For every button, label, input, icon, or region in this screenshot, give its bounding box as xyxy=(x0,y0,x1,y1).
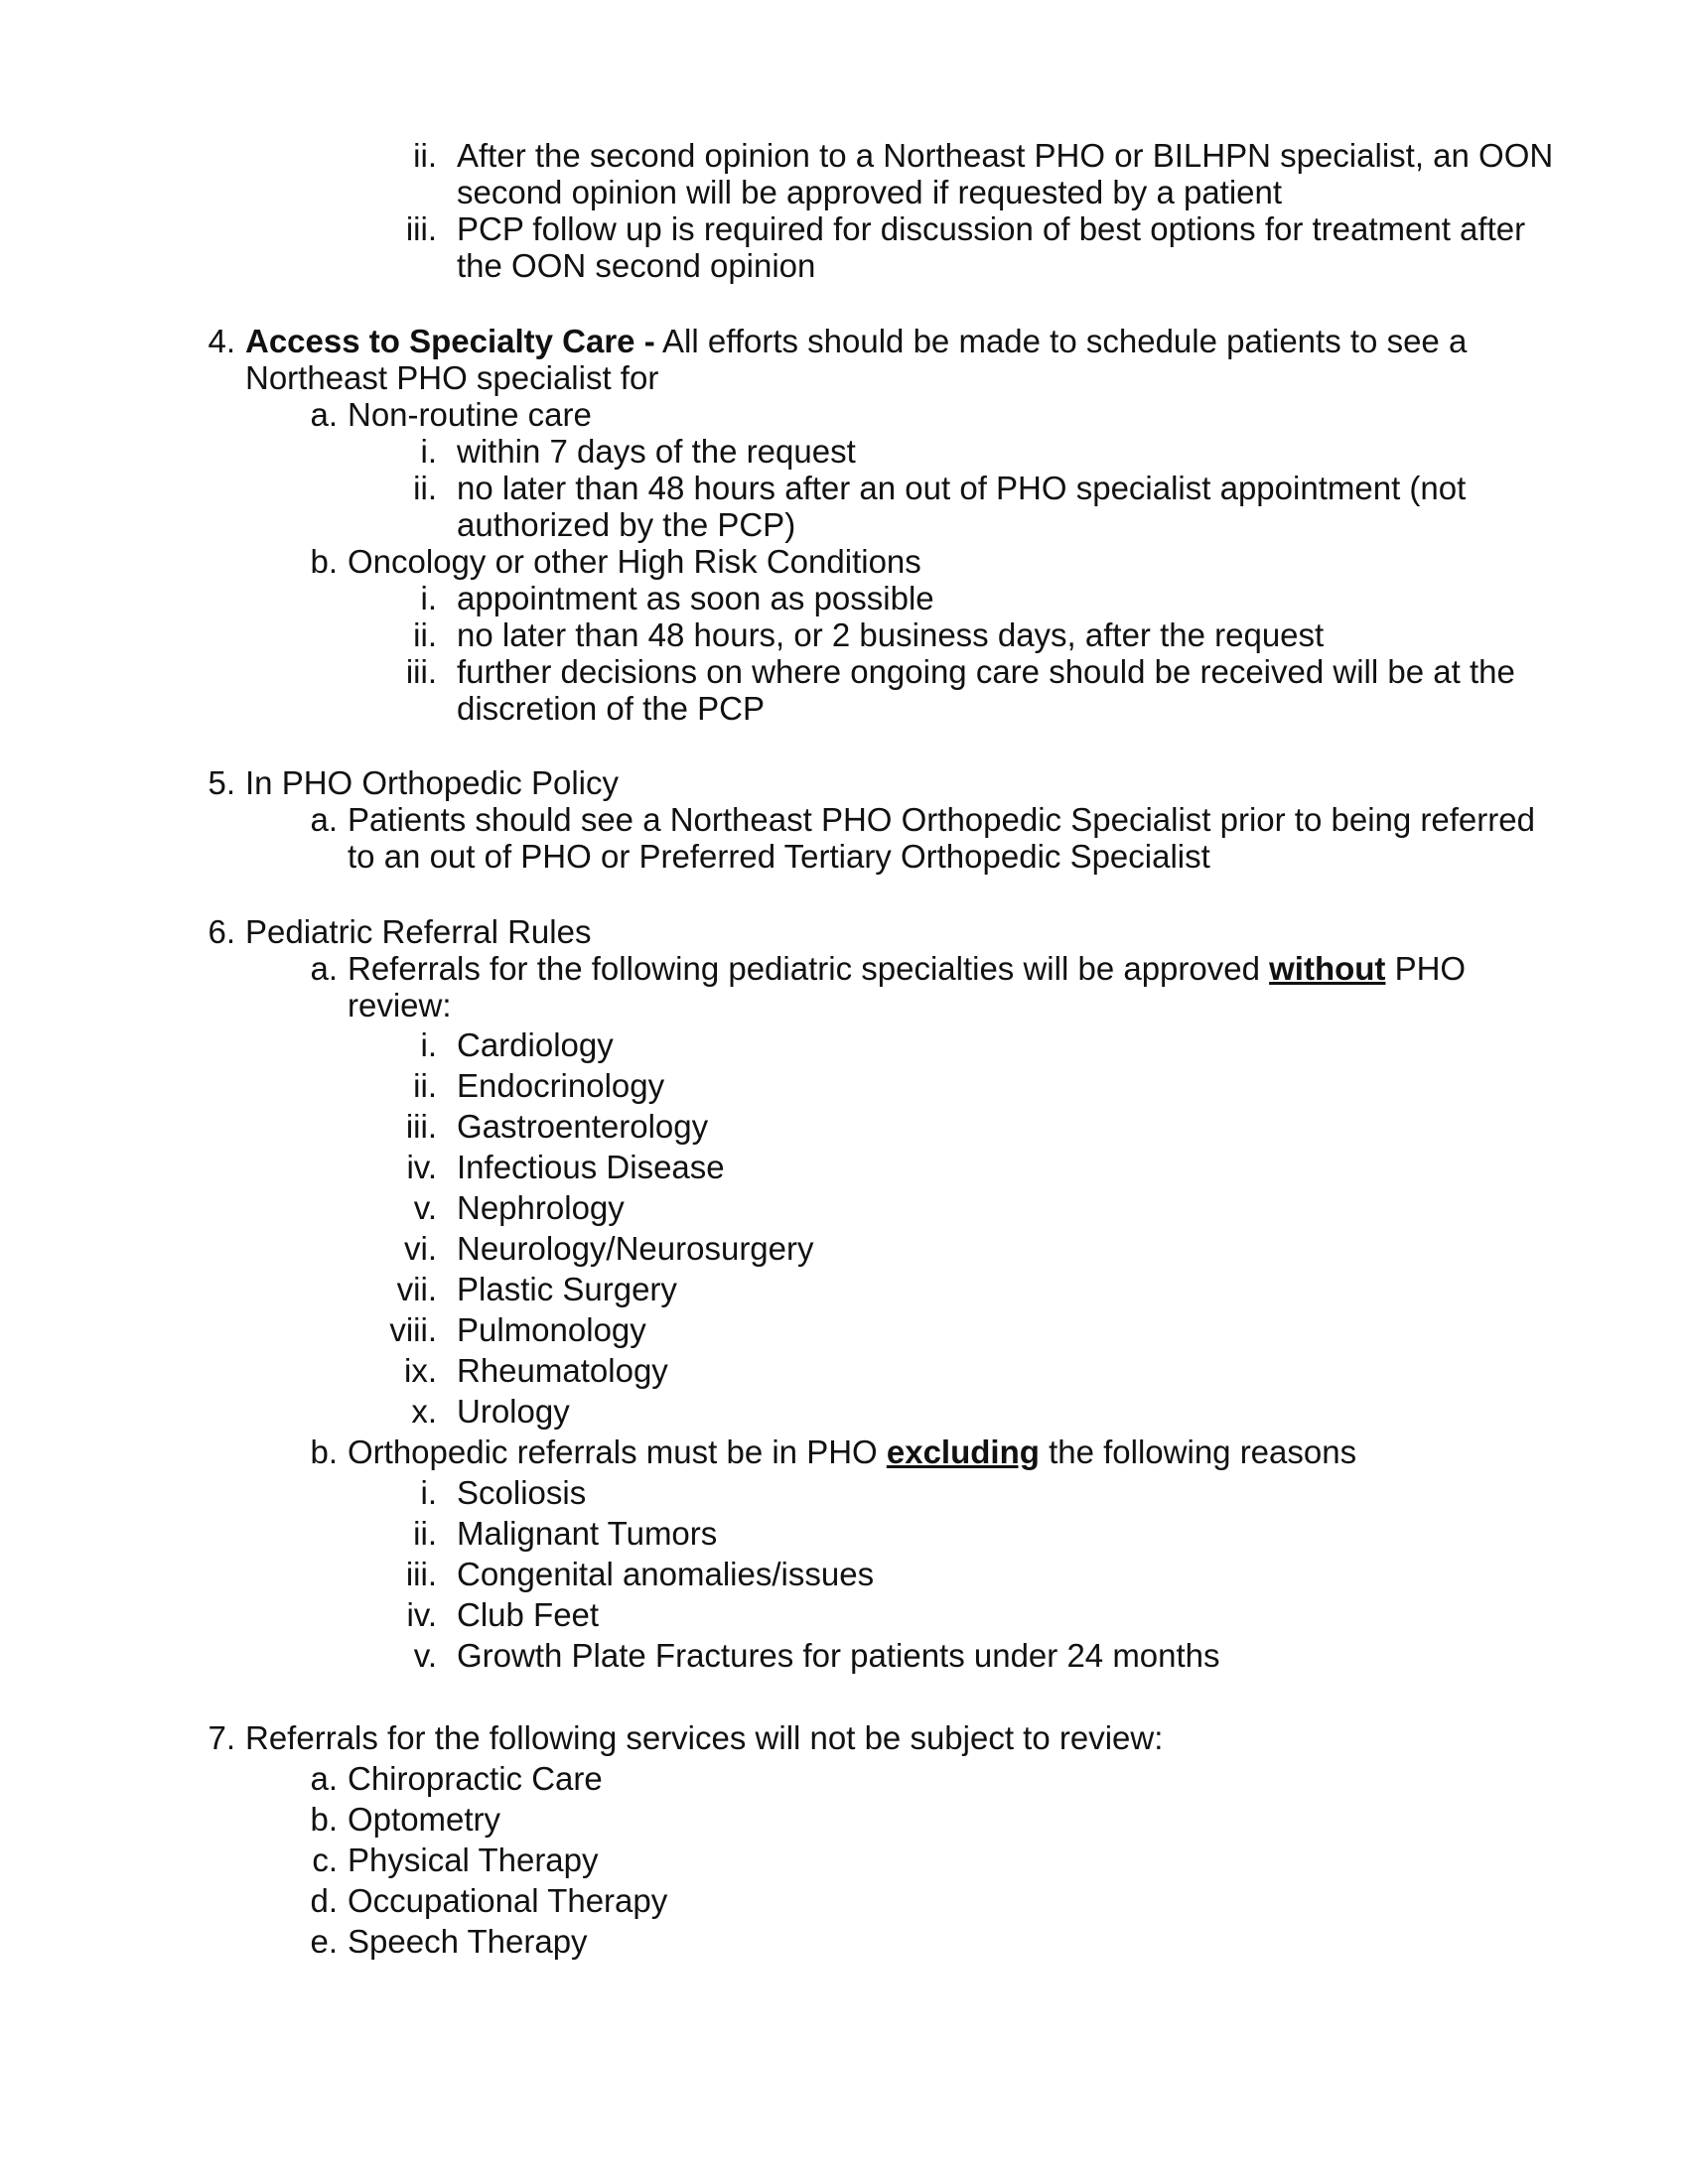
list-item xyxy=(377,470,1569,543)
list-item xyxy=(377,616,1569,653)
list-text: Nephrology xyxy=(457,1189,625,1226)
list-text: Occupational Therapy xyxy=(348,1882,668,1919)
list-marker: ii. xyxy=(413,470,437,506)
list-marker: i. xyxy=(420,1026,437,1063)
list-item xyxy=(293,396,1539,433)
section-4 xyxy=(194,323,1516,396)
list-marker: a. xyxy=(310,801,338,838)
list-text: no later than 48 hours after an out of PHO specialist appointment (not authorized by the PCP) xyxy=(457,470,1467,543)
list-text: Malignant Tumors xyxy=(457,1515,718,1552)
list-marker: e. xyxy=(310,1923,338,1960)
list-item xyxy=(377,653,1569,727)
list-item xyxy=(377,1108,1569,1145)
list-item xyxy=(377,1189,1569,1226)
list-item xyxy=(377,1596,1569,1633)
list-text: Scoliosis xyxy=(457,1474,587,1511)
list-marker: ii. xyxy=(413,137,437,174)
list-text: After the second opinion to a Northeast PHO or BILHPN specialist, an OON second opinion will be approved if requested by a patient xyxy=(457,137,1554,210)
list-text: Infectious Disease xyxy=(457,1149,725,1185)
list-text: Congenital anomalies/issues xyxy=(457,1556,875,1592)
section-text: Pediatric Referral Rules xyxy=(245,913,592,950)
list-item xyxy=(377,1393,1569,1430)
section-description: All efforts should be made to schedule patients to see a Northeast PHO specialist for xyxy=(245,323,1468,396)
list-marker: b. xyxy=(310,543,338,580)
text-before: Referrals for the following pediatric specialties will be approved xyxy=(348,950,1270,987)
list-item xyxy=(377,1637,1569,1674)
list-item xyxy=(377,1067,1569,1104)
list-marker: ii. xyxy=(413,616,437,653)
section-number: 5. xyxy=(208,764,235,801)
list-item xyxy=(293,1882,1539,1919)
list-marker: iii. xyxy=(405,210,437,247)
list-text: Neurology/Neurosurgery xyxy=(457,1230,814,1267)
list-text: no later than 48 hours, or 2 business days, after the request xyxy=(457,616,1325,653)
list-marker: iv. xyxy=(406,1596,437,1633)
list-marker: iv. xyxy=(406,1149,437,1185)
list-marker: ii. xyxy=(413,1515,437,1552)
list-text: Optometry xyxy=(348,1801,501,1838)
list-text: Chiropractic Care xyxy=(348,1760,603,1797)
list-marker: v. xyxy=(413,1189,437,1226)
list-text xyxy=(348,1433,1539,1470)
list-marker: vii. xyxy=(396,1271,437,1307)
emphasis-text: without xyxy=(1269,950,1386,987)
list-item xyxy=(377,1271,1569,1307)
list-marker: b. xyxy=(310,1433,338,1470)
list-item xyxy=(293,1842,1539,1878)
list-item xyxy=(377,1352,1569,1389)
list-text: further decisions on where ongoing care should be received will be at the discretion of the PCP xyxy=(457,653,1515,727)
list-item xyxy=(377,1474,1569,1511)
list-text xyxy=(348,950,1539,1024)
list-item xyxy=(293,1433,1539,1470)
section-6 xyxy=(194,913,1516,950)
list-text: Physical Therapy xyxy=(348,1842,599,1878)
list-marker: a. xyxy=(310,1760,338,1797)
list-text: Gastroenterology xyxy=(457,1108,709,1145)
list-item xyxy=(377,580,1569,616)
list-text: Club Feet xyxy=(457,1596,600,1633)
list-item xyxy=(377,210,1569,284)
list-marker: a. xyxy=(310,950,338,987)
section-title: Access to Specialty Care - xyxy=(245,323,655,359)
list-text: Cardiology xyxy=(457,1026,614,1063)
list-item xyxy=(377,1515,1569,1552)
emphasis-text: excluding xyxy=(886,1433,1040,1470)
list-item xyxy=(293,801,1539,875)
list-text: Pulmonology xyxy=(457,1311,646,1348)
list-text: PCP follow up is required for discussion of best options for treatment after the OON second opinion xyxy=(457,210,1526,284)
list-item xyxy=(377,433,1569,470)
section-text: Referrals for the following services will not be subject to review: xyxy=(245,1719,1164,1756)
list-marker: i. xyxy=(420,433,437,470)
list-item xyxy=(293,1923,1539,1960)
list-text: Non-routine care xyxy=(348,396,592,433)
list-marker: iii. xyxy=(405,653,437,690)
list-text: Urology xyxy=(457,1393,570,1430)
section-7 xyxy=(194,1719,1516,1756)
list-item xyxy=(293,1801,1539,1838)
list-marker: b. xyxy=(310,1801,338,1838)
section-5 xyxy=(194,764,1516,801)
list-marker: i. xyxy=(420,580,437,616)
list-marker: v. xyxy=(413,1637,437,1674)
list-item xyxy=(293,1760,1539,1797)
list-marker: ii. xyxy=(413,1067,437,1104)
list-text: Patients should see a Northeast PHO Orthopedic Specialist prior to being referred to an out of PHO or Preferred Tertiary Orthopedic Specialist xyxy=(348,801,1535,875)
list-item xyxy=(377,137,1569,210)
list-item xyxy=(293,950,1539,1024)
list-item xyxy=(377,1149,1569,1185)
list-item xyxy=(377,1026,1569,1063)
section-number: 6. xyxy=(208,913,235,950)
list-marker: a. xyxy=(310,396,338,433)
list-marker: iii. xyxy=(405,1556,437,1592)
list-marker: c. xyxy=(312,1842,338,1878)
list-text: appointment as soon as possible xyxy=(457,580,934,616)
list-item xyxy=(293,543,1539,580)
text-after: the following reasons xyxy=(1039,1433,1357,1470)
list-marker: d. xyxy=(310,1882,338,1919)
section-text xyxy=(245,323,1516,396)
list-marker: iii. xyxy=(405,1108,437,1145)
list-marker: ix. xyxy=(404,1352,437,1389)
list-text: Endocrinology xyxy=(457,1067,665,1104)
list-text: Rheumatology xyxy=(457,1352,668,1389)
list-text: Speech Therapy xyxy=(348,1923,588,1960)
section-number: 7. xyxy=(208,1719,235,1756)
list-marker: i. xyxy=(420,1474,437,1511)
list-text: within 7 days of the request xyxy=(457,433,856,470)
section-text: In PHO Orthopedic Policy xyxy=(245,764,619,801)
list-item xyxy=(377,1556,1569,1592)
list-marker: viii. xyxy=(389,1311,437,1348)
text-before: Orthopedic referrals must be in PHO xyxy=(348,1433,887,1470)
section-number: 4. xyxy=(208,323,235,359)
list-marker: vi. xyxy=(404,1230,437,1267)
list-item xyxy=(377,1230,1569,1267)
list-item xyxy=(377,1311,1569,1348)
list-marker: x. xyxy=(411,1393,437,1430)
list-text: Plastic Surgery xyxy=(457,1271,677,1307)
list-text: Growth Plate Fractures for patients under 24 months xyxy=(457,1637,1220,1674)
list-text: Oncology or other High Risk Conditions xyxy=(348,543,921,580)
text-after: PHO review: xyxy=(348,950,1467,1024)
